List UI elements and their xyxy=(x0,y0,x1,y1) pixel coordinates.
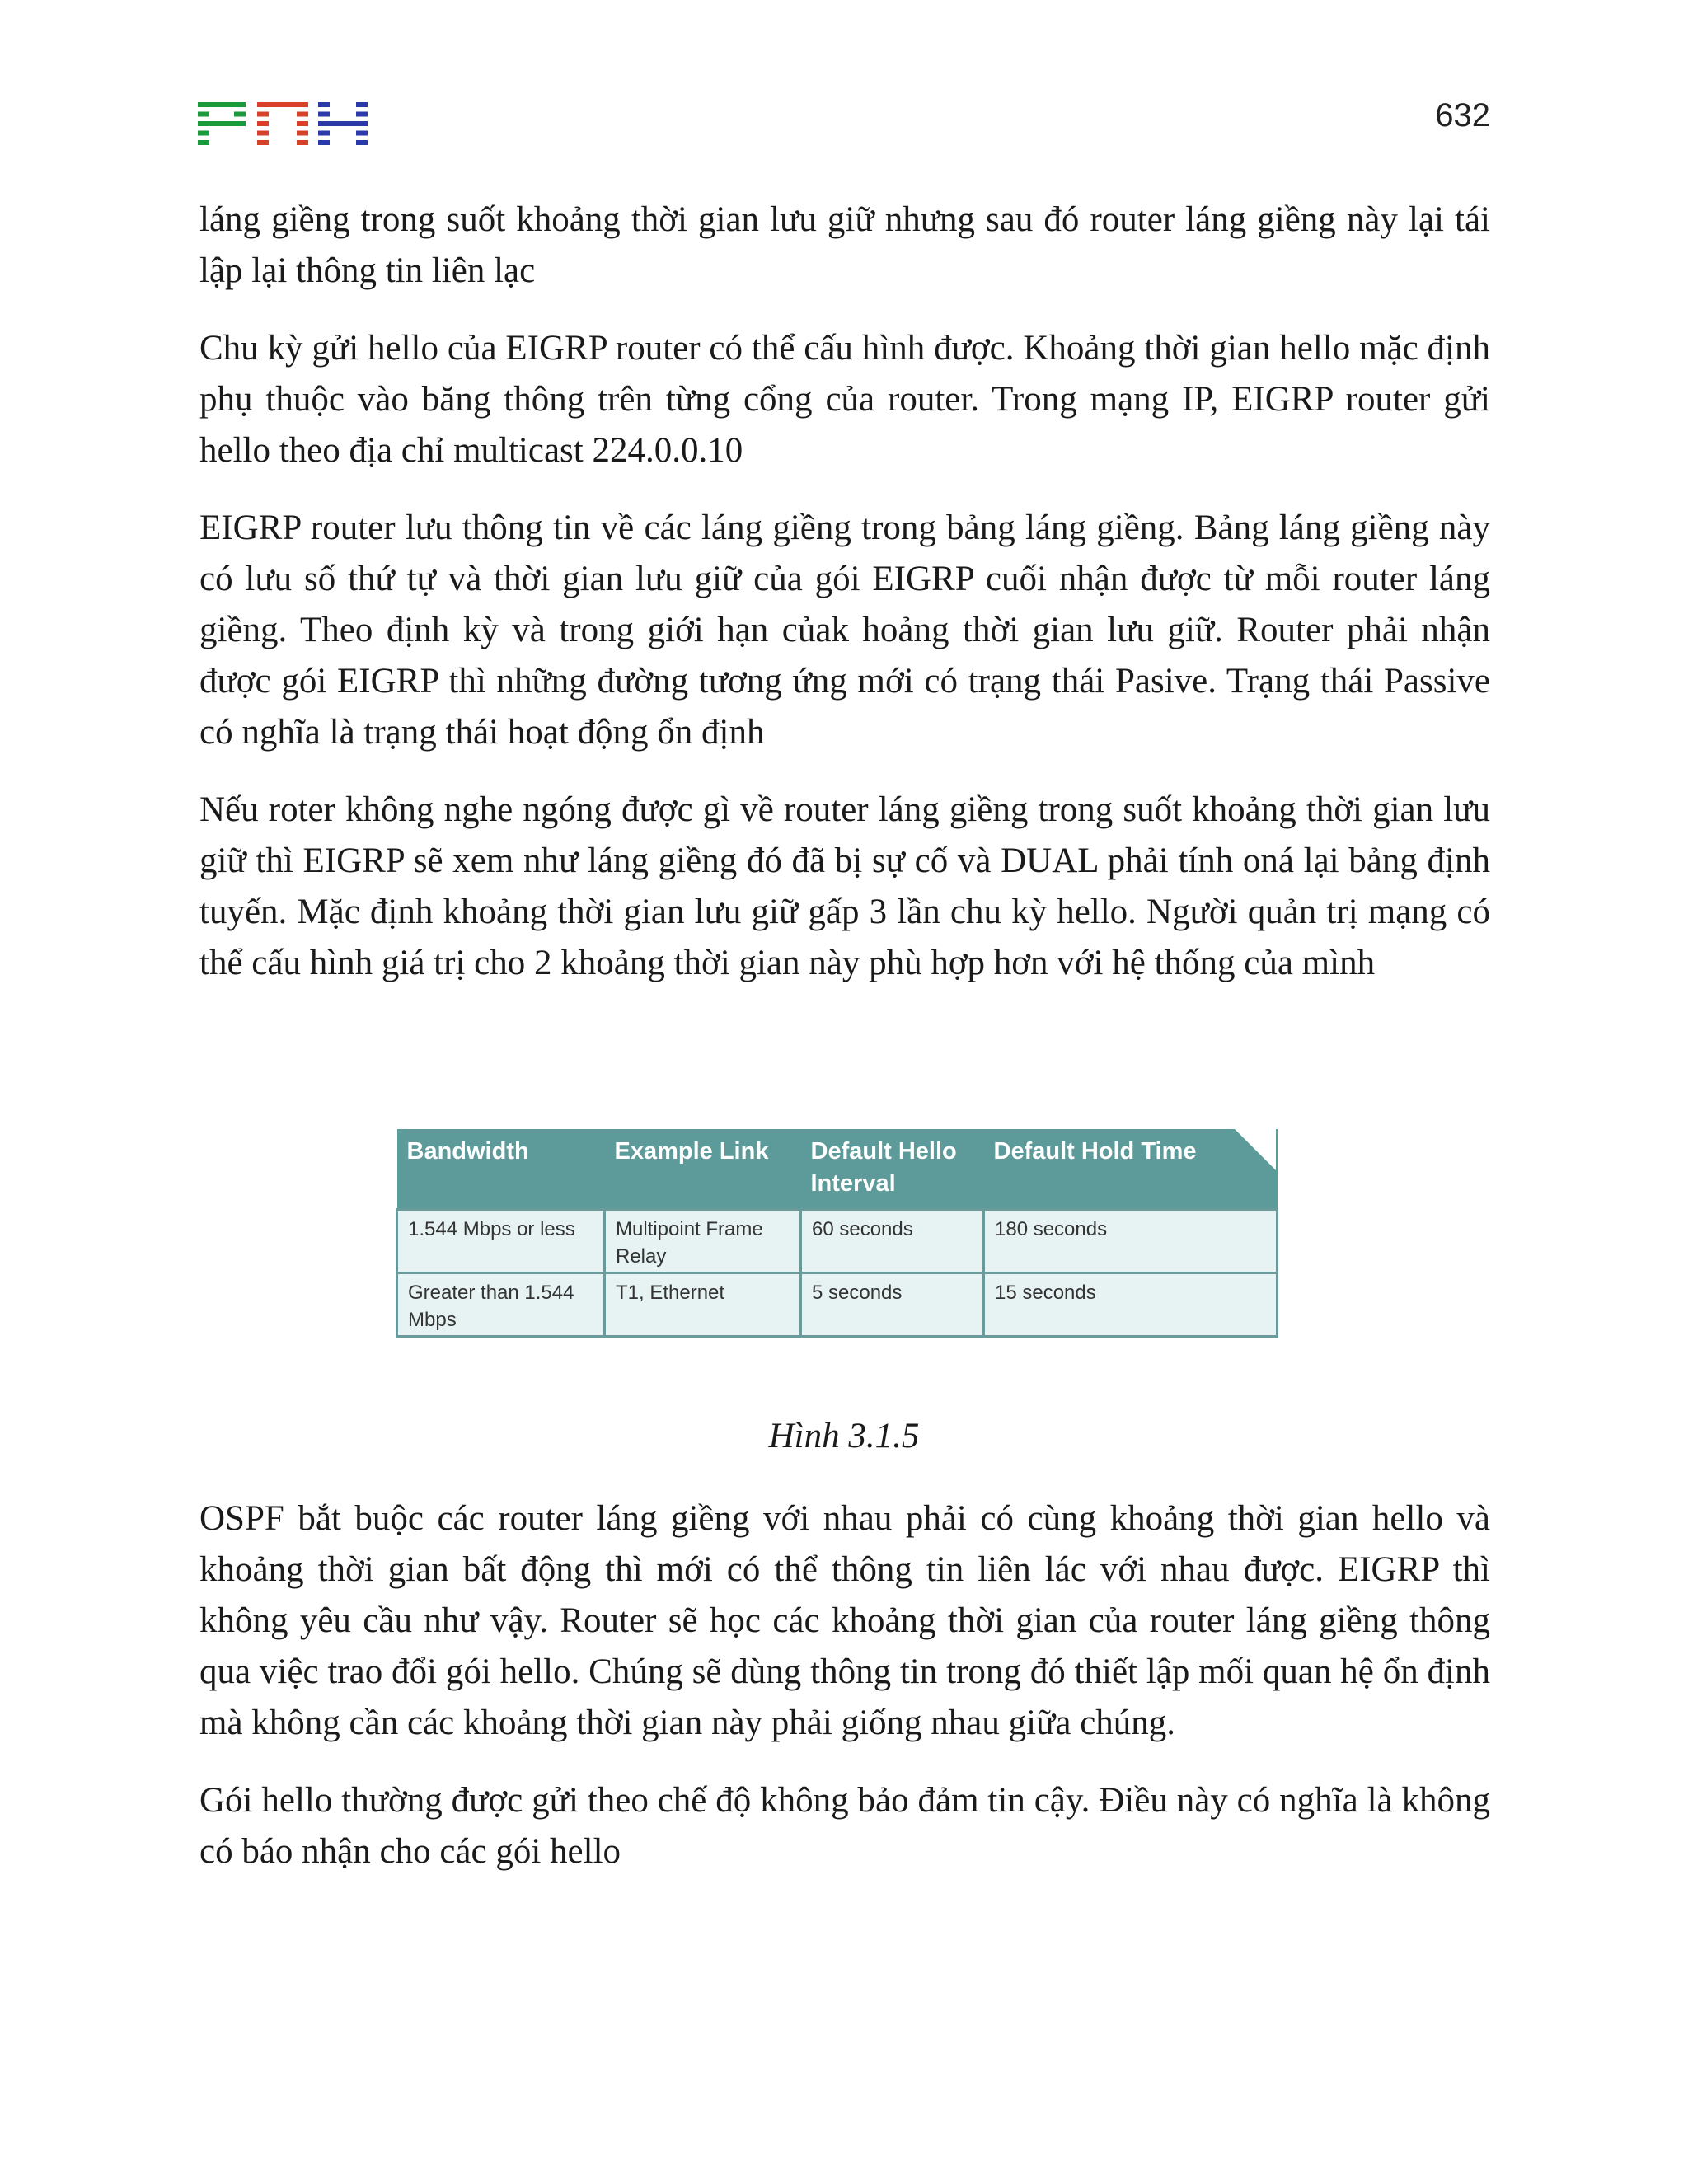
table-row xyxy=(397,1273,1278,1337)
table-cell: 15 seconds xyxy=(984,1273,1278,1337)
paragraph: láng giềng trong suốt khoảng thời gian lưu giữ nhưng sau đó router láng giềng này lại tái lập lại thông tin liên lạc xyxy=(199,200,1490,290)
table-corner-notch xyxy=(1235,1129,1276,1170)
column-header: Example Link xyxy=(605,1129,801,1210)
table-cell: 5 seconds xyxy=(801,1273,984,1337)
table-header-row xyxy=(397,1129,1278,1210)
column-header: Bandwidth xyxy=(397,1129,605,1210)
paragraph: OSPF bắt buộc các router láng giềng với nhau phải có cùng khoảng thời gian hello và khoảng thời gian bất động thì mới có thể thông tin liên lác với nhau được. EIGRP thì không yêu cầu như vậy. Router sẽ học các khoảng thời gian của router láng giềng thông qua việc trao đổi gói hello. Chúng sẽ dùng thông tin trong đó thiết lập mối quan hệ ổn định mà không cần các khoảng thời gian này phải giống nhau giữa chúng. xyxy=(199,1499,1490,1742)
column-header: Default Hold Time xyxy=(984,1129,1278,1210)
figure-caption: Hình 3.1.5 xyxy=(768,1417,920,1455)
table-cell: 180 seconds xyxy=(984,1210,1278,1273)
table-cell: T1, Ethernet xyxy=(605,1273,801,1337)
pnh-logo xyxy=(198,102,368,145)
figure-table-container xyxy=(396,1129,1276,1332)
table-cell: Greater than 1.544 Mbps xyxy=(397,1273,605,1337)
body-text-bottom xyxy=(199,1493,1490,1904)
table-cell: 1.544 Mbps or less xyxy=(397,1210,605,1273)
paragraph: Gói hello thường được gửi theo chế độ không bảo đảm tin cậy. Điều này có nghĩa là không có báo nhận cho các gói hello xyxy=(199,1781,1490,1871)
paragraph: Chu kỳ gửi hello của EIGRP router có thể cấu hình được. Khoảng thời gian hello mặc định phụ thuộc vào băng thông trên từng cổng của router. Trong mạng IP, EIGRP router gửi hello theo địa chỉ multicast 224.0.0.10 xyxy=(199,329,1490,470)
page-number: 632 xyxy=(1435,97,1490,134)
paragraph: EIGRP router lưu thông tin về các láng giềng trong bảng láng giềng. Bảng láng giềng này có lưu số thứ tự và thời gian lưu giữ của gói EIGRP cuối nhận được từ mỗi router láng giềng. Theo định kỳ và trong giới hạn củak hoảng thời gian lưu giữ. Router phải nhận được gói EIGRP thì những đường tương ứng mới có trạng thái Pasive. Trạng thái Passive có nghĩa là trạng thái hoạt động ổn định xyxy=(199,509,1490,752)
table-row xyxy=(397,1210,1278,1273)
table-cell: Multipoint Frame Relay xyxy=(605,1210,801,1273)
table-cell: 60 seconds xyxy=(801,1210,984,1273)
column-header: Default Hello Interval xyxy=(801,1129,984,1210)
paragraph: Nếu roter không nghe ngóng được gì về router láng giềng trong suốt khoảng thời gian lưu giữ thì EIGRP sẽ xem như láng giềng đó đã bị sự cố và DUAL phải tính oná lại bảng định tuyến. Mặc định khoảng thời gian lưu giữ gấp 3 lần chu kỳ hello. Người quản trị mạng có thể cấu hình giá trị cho 2 khoảng thời gian này phù hợp hơn với hệ thống của mình xyxy=(199,790,1490,982)
hello-interval-table xyxy=(396,1129,1278,1338)
body-text-top xyxy=(199,194,1490,1015)
